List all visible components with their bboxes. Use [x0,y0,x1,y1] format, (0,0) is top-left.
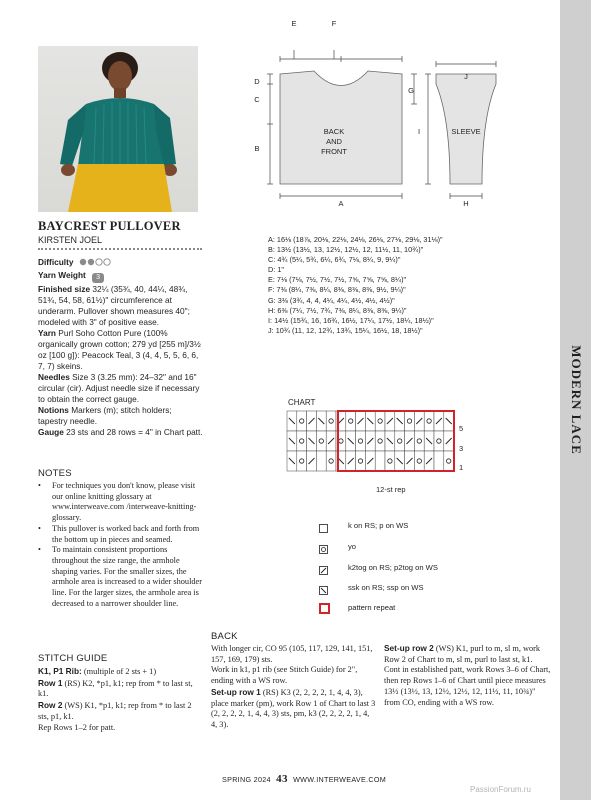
measurement-g: G: 3⅜ (3¾, 4, 4, 4¼, 4¼, 4½, 4½, 4½)" [268,295,395,305]
schematic-letter-f: F [331,19,337,28]
schematic-letter-j: J [464,72,468,81]
chart-cell [316,451,326,471]
specs-block [38,257,203,438]
chart-cell [326,451,336,471]
chart-cell [375,411,385,431]
difficulty-row: Difficulty [38,257,203,269]
row1-line: Row 1 (RS) K2, *p1, k1; rep from * to last st, k1. [38,677,193,699]
list-item: • This pullover is worked back and forth from the bottom up in pieces and seamed. [38,523,200,544]
chart-cell [385,451,395,471]
chart-cell [434,431,444,451]
garment-schematic [250,14,510,210]
chart-cell [326,411,336,431]
chart-grid [287,411,454,471]
measurement-e: E: 7⅛ (7⅛, 7½, 7½, 7½, 7⅝, 7⅝, 7⅝, 8¼)" [268,275,407,285]
schematic-letter-c: C [254,95,260,104]
schematic-letter-a: A [338,199,344,208]
pattern-title: BAYCREST PULLOVER [38,219,181,233]
back-body-col2 [384,643,552,708]
measurement-a: A: 16⅛ (18⅞, 20⅛, 22⅛, 24⅛, 26⅛, 27⅛, 29⅛, 31⅛)" [268,235,443,244]
chart-row-1: 1 [459,463,464,472]
legend-ssk: ssk on RS; ssp on WS [348,583,424,592]
back-label-2: AND [326,137,342,146]
model-photo-illustration [38,46,198,212]
yarn-weight-icon: 3 [92,273,104,283]
chart-row-3: 3 [459,444,464,453]
difficulty-icon [79,258,111,269]
chart-rep-label: 12-st rep [376,485,406,494]
chart-cell [414,431,424,451]
measurement-b: B: 13½ (13½, 13, 12½, 12½, 12, 11½, 11, 10¾)" [268,245,424,255]
chart-cell [424,411,434,431]
k2tog-symbol-icon [319,562,328,571]
page-footer [222,773,386,785]
notes-heading: NOTES [38,468,72,479]
chart-cell [346,411,356,431]
back-label-1: BACK [323,127,345,136]
measurement-i: I: 14½ (15¾, 16, 16¾, 16½, 17¼, 17½, 18¼, 18½)" [268,315,434,325]
chart-title: CHART [288,398,316,407]
chart-cell [356,431,366,451]
measurement-f: F: 7⅜ (8¼, 7⅜, 8¼, 8⅜, 8⅜, 8⅜, 9½, 9¼)" [268,285,406,295]
chart-cell [297,411,307,431]
back-setup2: Set-up row 2 (WS) K1, purl to m, sl m, work Row 2 of Chart to m, sl m, purl to last st, k1. [384,643,541,664]
back-continue: Cont in established patt, work Rows 3–6 of Chart, then rep Rows 1–6 of Chart until piece measures 13½ (13½, 13, 12½, 12½, 12, 11½, 11, 10¾)" from CO, ending with a WS row. [384,665,551,707]
legend-repeat: pattern repeat [348,603,396,612]
repeat-symbol-icon [319,601,328,610]
watermark: PassionForum.ru [470,785,531,794]
chart-cell [434,451,444,471]
schematic-letter-i: I [417,127,421,136]
measurement-d: D: 1" [268,265,284,275]
chart-cell [375,431,385,451]
legend-yo: yo [348,542,357,551]
back-label-3: FRONT [321,147,347,156]
sleeve-label: SLEEVE [451,127,481,136]
back-intro: With longer cir, CO 95 (105, 117, 129, 141, 151, 157, 169, 179) sts. [211,644,373,664]
measurement-h: H: 6⅜ (7¼, 7½, 7¾, 7⅜, 8¼, 8⅜, 8⅜, 9¼)" [268,305,407,315]
notions-info: Notions Markers (m); stitch holders; tapestry needle. [38,405,172,426]
back-heading: BACK [211,631,238,642]
finished-size: Finished size 32¼ (35¾, 40, 44¼, 48¾, 51¾, 54, 58, 61½)" circumference at underarm. Pullover shown measures 40"; modeled with 3" of positive ease. [38,284,190,327]
stitch-guide-heading: STITCH GUIDE [38,653,108,664]
needles-info: Needles Size 3 (3.25 mm): 24–32" and 16" circular (cir). Adjust needle size if necessary to obtain the correct gauge. [38,372,200,404]
legend-knit: k on RS; p on WS [348,521,409,530]
notes-list [38,481,202,609]
yarn-info: Yarn Purl Soho Cotton Pure (100% organically grown cotton; 279 yd [255 m]/3½ oz [100 g]): Peacock Teal, 3 (4, 4, 5, 5, 6, 6, 7, 7) skeins. [38,328,201,371]
designer-name: KIRSTEN JOEL [38,235,103,245]
list-item: • For techniques you don't know, please visit our online knitting glossary at www.interweave.com /interweave-knitting-glossary. [38,481,197,523]
chart-cell [297,431,307,451]
back-rib: Work in k1, p1 rib (see Stitch Guide) for 2", ending with a WS row. [211,665,358,686]
chart-cell [356,451,366,471]
yarn-weight-row: Yarn Weight 3 [38,270,203,283]
back-body-col1 [211,644,377,731]
stitch-chart [286,410,476,476]
footer-season: SPRING 2024 [222,775,271,784]
chart-cell [297,451,307,471]
stitch-guide-body [38,666,203,733]
footer-site: WWW.INTERWEAVE.COM [293,775,387,784]
yo-symbol-icon [319,541,328,550]
ssk-symbol-icon [319,582,328,591]
schematic-letter-d: D [254,77,260,86]
page-number: 43 [276,773,288,785]
rib-line: K1, P1 Rib: (multiple of 2 sts + 1) [38,666,157,676]
chart-cell [375,451,385,471]
chart-cell [316,431,326,451]
knit-symbol-icon [319,520,328,529]
schematic-letter-h: H [463,199,469,208]
chart-cell [444,451,454,471]
chart-cell [414,451,424,471]
list-item: • To maintain consistent proportions throughout the size range, the armhole shaping varies. For the smaller sizes, the armhole area is increased to a wider shoulder line. For the larger sizes, the armhole area is decreased to a narrower shoulder line. [38,545,202,608]
measurement-c: C: 4¾ (5¼, 5¾, 6¼, 6¾, 7⅛, 8¼, 9, 9¼)" [268,255,401,265]
rep-line: Rep Rows 1–2 for patt. [38,722,116,732]
row2-line: Row 2 (WS) K1, *p1, k1; rep from * to last 2 sts, p1, k1. [38,700,192,721]
model-photo [38,46,198,212]
chart-row-5: 5 [459,424,464,433]
back-setup1: Set-up row 1 (RS) K3 (2, 2, 2, 2, 1, 4, 4, 3), place marker (pm), work Row 1 of Chart to last 3 (2, 2, 2, 2, 1, 4, 4, 3) sts, pm, k3 (2, 2, 2, 2, 1, 4, 4, 3). [211,686,376,729]
schematic-letter-e: E [291,19,297,28]
gauge-info: Gauge 23 sts and 28 rows = 4" in Chart patt. [38,427,203,437]
title-divider [38,248,202,250]
schematic-letter-g: G [408,86,414,95]
measurement-j: J: 10¾ (11, 12, 12¾, 13¾, 15¼, 16½, 18, 18½)" [268,325,423,335]
schematic-letter-b: B [254,144,260,153]
side-tab-label: MODERN LACE [568,345,584,455]
measurements-list [268,235,558,336]
legend-k2tog: k2tog on RS; p2tog on WS [348,563,438,572]
chart-cell [395,431,405,451]
chart-cell [405,411,415,431]
